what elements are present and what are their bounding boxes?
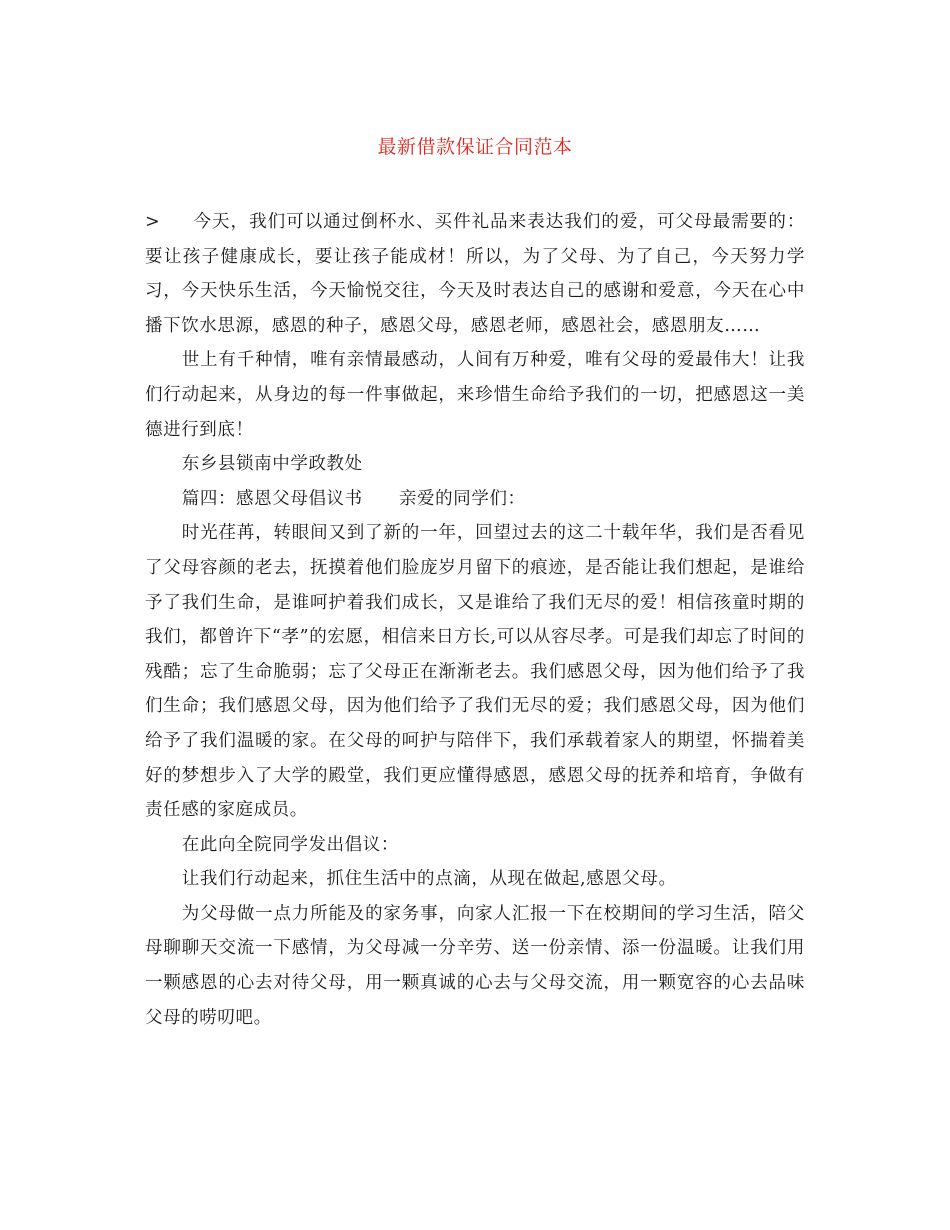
- paragraph-5: 时光荏苒，转眼间又到了新的一年，回望过去的这二十载年华，我们是否看见了父母容颜的老去，抚摸着他们脸庞岁月留下的痕迹，是否能让我们想起，是谁给予了我们生命，是谁呵护着我们成长，又是谁给了我们无尽的爱！相信孩童时期的我们，都曾许下“孝”的宏愿，相信来日方长,可以从容尽孝。可是我们却忘了时间的残酷；忘了生命脆弱；忘了父母正在渐渐老去。我们感恩父母，因为他们给予了我们生命；我们感恩父母，因为他们给予了我们无尽的爱；我们感恩父母，因为他们给予了我们温暖的家。在父母的呵护与陪伴下，我们承载着家人的期望，怀揣着美好的梦想步入了大学的殿堂，我们更应懂得感恩，感恩父母的抚养和培育，争做有责任感的家庭成员。: [145, 523, 805, 821]
- document-title: 最新借款保证合同范本: [377, 136, 573, 158]
- bullet-marker: >: [145, 212, 161, 232]
- section-heading: 篇四：感恩父母倡议书 亲爱的同学们：: [181, 488, 526, 509]
- document-body: [145, 205, 805, 1035]
- paragraph-1: [145, 205, 805, 343]
- paragraph-6: 在此向全院同学发出倡议：: [181, 834, 399, 855]
- signature-line: 东乡县锁南中学政教处: [181, 454, 363, 475]
- paragraph-8: 为父母做一点力所能及的家务事，向家人汇报一下在校期间的学习生活，陪父母聊聊天交流一下感情，为父母减一分辛劳、送一份亲情、添一份温暖。让我们用一颗感恩的心去对待父母，用一颗真诚的心去与父母交流，用一颗宽容的心去品味父母的唠叨吧。: [145, 903, 805, 1028]
- paragraph-1-text: 今天，我们可以通过倒杯水、买件礼品来表达我们的爱，可父母最需要的：要让孩子健康成长，要让孩子能成材！所以，为了父母、为了自己，今天努力学习，今天快乐生活，今天愉悦交往，今天及时表达自己的感谢和爱意，今天在心中播下饮水思源，感恩的种子，感恩父母，感恩老师，感恩社会，感恩朋友……: [145, 212, 805, 336]
- paragraph-2: 世上有千种情，唯有亲情最感动，人间有万种爱，唯有父母的爱最伟大！让我们行动起来，从身边的每一件事做起，来珍惜生命给予我们的一切，把感恩这一美德进行到底！: [145, 350, 805, 440]
- paragraph-7: 让我们行动起来，抓住生活中的点滴，从现在做起,感恩父母。: [181, 869, 677, 890]
